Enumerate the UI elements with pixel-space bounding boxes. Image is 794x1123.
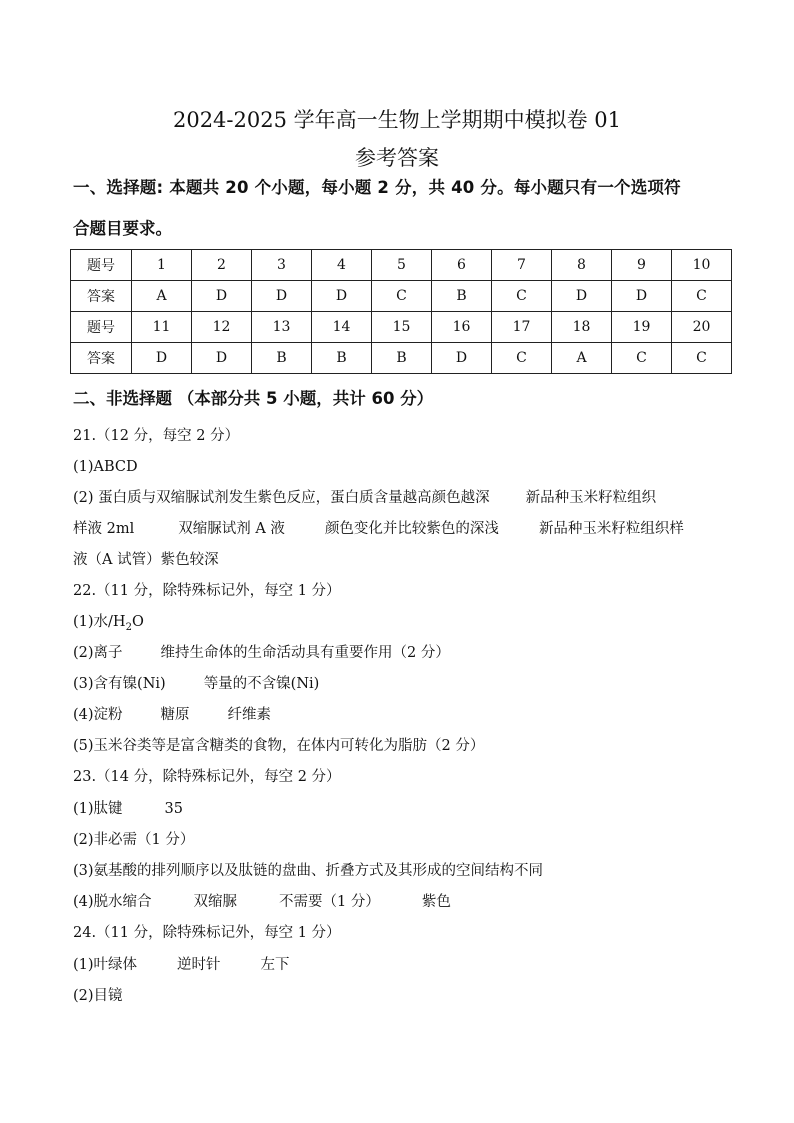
answer-table-cell: 6	[432, 250, 492, 281]
answer-table-cell: D	[252, 281, 312, 312]
q22-answer-1-subscript: 2	[125, 621, 132, 633]
answer-table-cell: B	[252, 343, 312, 374]
q21-answer-2-blank2-part1: 新品种玉米籽粒组织	[525, 490, 657, 506]
answer-table-cell: C	[612, 343, 672, 374]
answer-table-cell: D	[192, 281, 252, 312]
q23-answer-4-blank4: 紫色	[421, 894, 451, 910]
answer-table-cell: 5	[372, 250, 432, 281]
answer-table-cell: D	[612, 281, 672, 312]
answer-table-cell: 8	[552, 250, 612, 281]
section1-heading-line1: 一、选择题: 本题共 20 个小题，每小题 2 分，共 40 分。每小题只有一个选项符	[73, 178, 681, 197]
answer-table-row	[71, 343, 732, 374]
q21-answer-2-blank4: 颜色变化并比较紫色的深浅	[324, 521, 499, 537]
q22-heading: 22.（11 分，除特殊标记外，每空 1 分）	[73, 583, 341, 599]
answer-table-row-header: 题号	[71, 250, 132, 281]
q21-answer-2-line1	[73, 488, 656, 508]
answer-table-cell: C	[672, 281, 732, 312]
q24-answer-1-blank3: 左下	[260, 957, 290, 973]
answer-table-cell: 19	[612, 312, 672, 343]
answer-table-cell: C	[372, 281, 432, 312]
q23-answer-1	[73, 799, 183, 819]
answer-table-cell: 14	[312, 312, 372, 343]
q22-answer-1-text-end: O	[131, 614, 144, 630]
document-title: 2024-2025 学年高一生物上学期期中模拟卷 01	[172, 108, 622, 132]
q22-answer-5: (5)玉米谷类等是富含糖类的食物，在体内可转化为脂肪（2 分）	[73, 738, 485, 754]
document-subtitle: 参考答案	[355, 146, 439, 170]
answer-table-cell: 7	[492, 250, 552, 281]
q23-answer-4	[73, 892, 451, 912]
answer-table-cell: 1	[132, 250, 192, 281]
answer-table-cell: 17	[492, 312, 552, 343]
q22-answer-1	[73, 612, 144, 638]
answer-table-row	[71, 250, 732, 281]
answer-table-cell: C	[672, 343, 732, 374]
section1-heading-line2: 合题目要求。	[73, 219, 172, 238]
q22-answer-2-blank2: 维持生命体的生命活动具有重要作用（2 分）	[160, 645, 450, 661]
answer-table-cell: 20	[672, 312, 732, 343]
q23-answer-2: (2)非必需（1 分）	[73, 832, 195, 848]
q21-answer-2-line2	[73, 519, 684, 539]
answer-table-cell: 2	[192, 250, 252, 281]
answer-table-cell: B	[312, 343, 372, 374]
answer-table-cell: A	[132, 281, 192, 312]
answer-table-row-header: 答案	[71, 281, 132, 312]
answer-table-row-header: 答案	[71, 343, 132, 374]
q22-answer-4	[73, 705, 271, 725]
q22-answer-3-blank1: (3)含有镍(Ni)	[73, 676, 166, 692]
q22-answer-4-blank2: 糖原	[160, 707, 190, 723]
q24-answer-1	[73, 955, 290, 975]
q23-answer-4-blank3: 不需要（1 分）	[279, 894, 380, 910]
section2-heading: 二、非选择题 （本部分共 5 小题，共计 60 分）	[73, 389, 434, 408]
q21-answer-2-blank5-part2: 液（A 试管）紫色较深	[73, 552, 219, 568]
answer-table-cell: D	[312, 281, 372, 312]
answer-table	[70, 249, 732, 374]
answer-table-cell: D	[192, 343, 252, 374]
answer-table-cell: C	[492, 343, 552, 374]
q21-answer-1: (1)ABCD	[73, 459, 138, 475]
answer-table-cell: C	[492, 281, 552, 312]
q23-answer-3: (3)氨基酸的排列顺序以及肽链的盘曲、折叠方式及其形成的空间结构不同	[73, 863, 544, 879]
q23-answer-1-blank1: (1)肽键	[73, 801, 123, 817]
q22-answer-1-text: (1)水/H	[73, 614, 126, 630]
answer-table-cell: B	[372, 343, 432, 374]
q23-heading: 23.（14 分，除特殊标记外，每空 2 分）	[73, 769, 341, 785]
q21-answer-2-blank5-part1: 新品种玉米籽粒组织样	[538, 521, 684, 537]
answer-table-cell: D	[432, 343, 492, 374]
q21-heading: 21.（12 分，每空 2 分）	[73, 428, 240, 444]
q23-answer-1-blank2: 35	[164, 801, 183, 817]
q24-answer-2: (2)目镜	[73, 988, 123, 1004]
q24-heading: 24.（11 分，除特殊标记外，每空 1 分）	[73, 925, 341, 941]
q22-answer-4-blank3: 纤维素	[227, 707, 272, 723]
answer-table-cell: 13	[252, 312, 312, 343]
q24-answer-1-blank2: 逆时针	[177, 957, 221, 973]
q22-answer-2-blank1: (2)离子	[73, 645, 123, 661]
answer-table-cell: 15	[372, 312, 432, 343]
answer-table-row	[71, 281, 732, 312]
answer-table-cell: 16	[432, 312, 492, 343]
q22-answer-3	[73, 674, 319, 694]
q21-answer-2-blank2-part2: 样液 2ml	[73, 521, 135, 537]
answer-table-cell: D	[132, 343, 192, 374]
answer-table-cell: D	[552, 281, 612, 312]
answer-table-cell: 11	[132, 312, 192, 343]
q22-answer-4-blank1: (4)淀粉	[73, 707, 123, 723]
q22-answer-2	[73, 643, 450, 663]
answer-table-cell: 9	[612, 250, 672, 281]
q23-answer-4-blank1: (4)脱水缩合	[73, 894, 152, 910]
q23-answer-4-blank2: 双缩脲	[193, 894, 238, 910]
answer-table-cell: 3	[252, 250, 312, 281]
answer-table-cell: 12	[192, 312, 252, 343]
answer-table-row-header: 题号	[71, 312, 132, 343]
q22-answer-3-blank2: 等量的不含镍(Ni)	[203, 676, 320, 692]
q21-answer-2-blank1: (2) 蛋白质与双缩脲试剂发生紫色反应，蛋白质含量越高颜色越深	[73, 490, 490, 506]
answer-table-cell: 4	[312, 250, 372, 281]
answer-table-row	[71, 312, 732, 343]
q21-answer-2-blank3: 双缩脲试剂 A 液	[178, 521, 285, 537]
answer-table-cell: A	[552, 343, 612, 374]
answer-table-cell: 10	[672, 250, 732, 281]
answer-table-cell: B	[432, 281, 492, 312]
answer-table-cell: 18	[552, 312, 612, 343]
q24-answer-1-blank1: (1)叶绿体	[73, 957, 138, 973]
